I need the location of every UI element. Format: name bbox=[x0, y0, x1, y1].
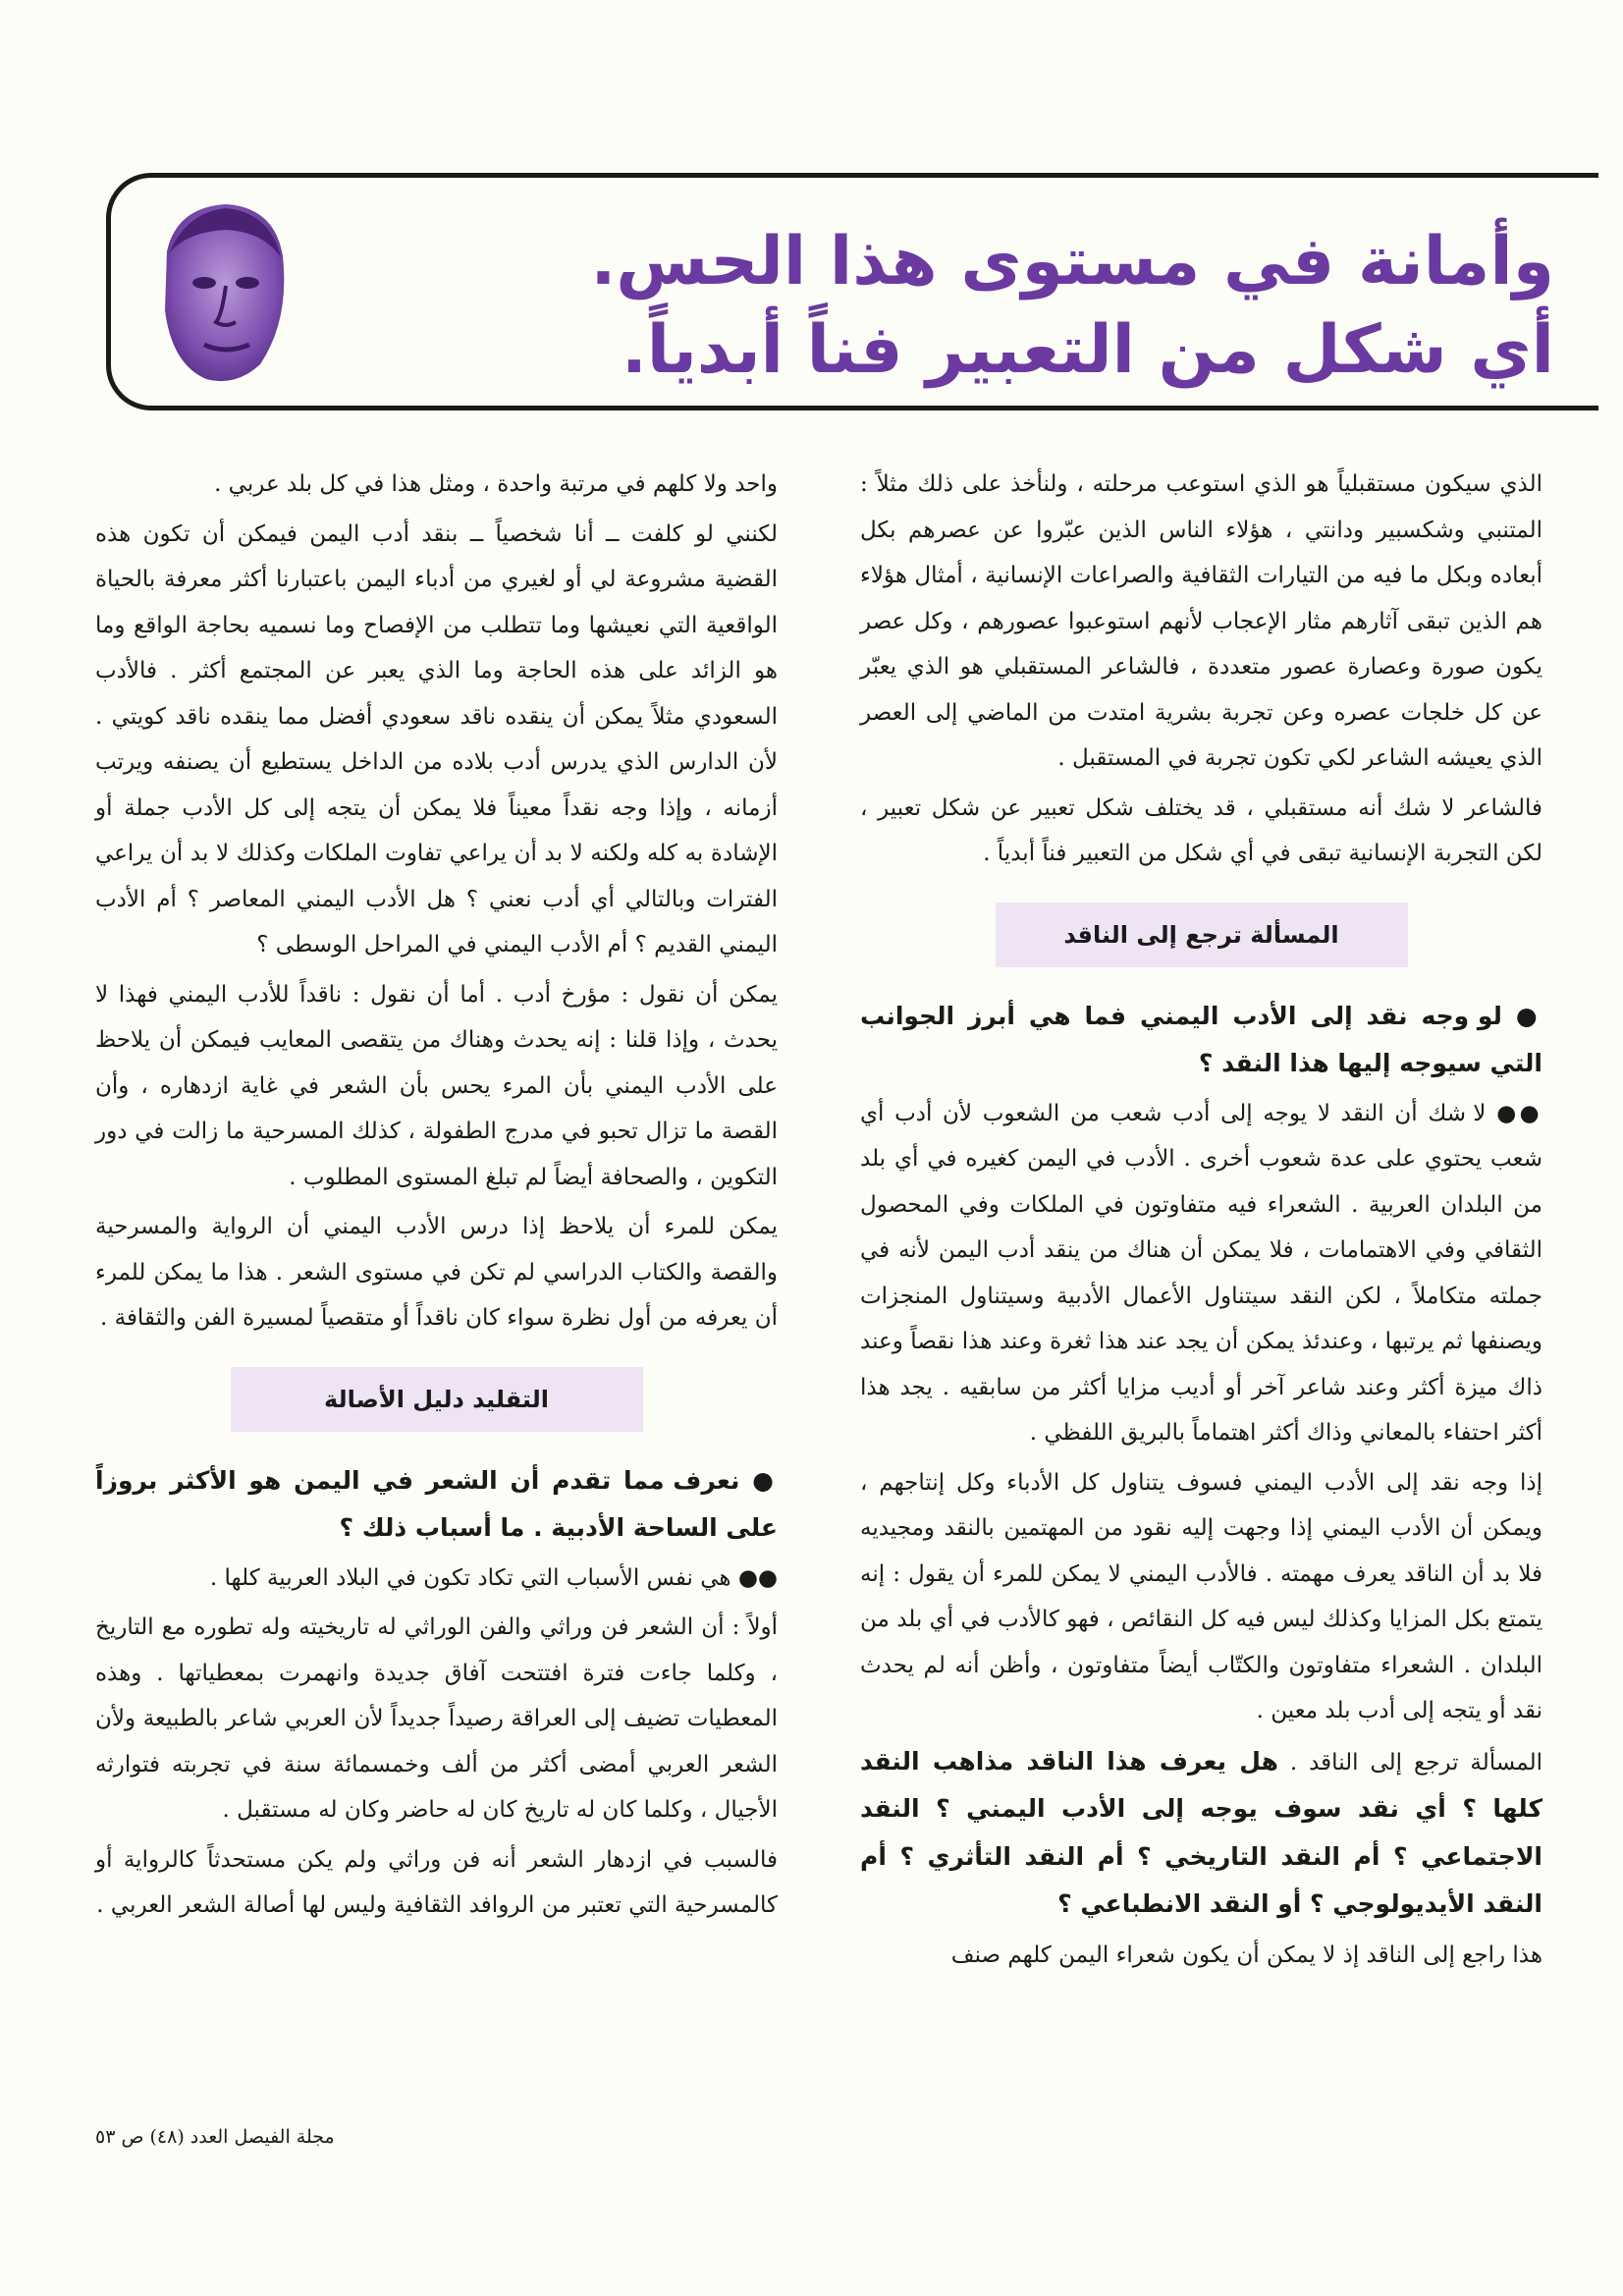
interview-question: هل يعرف هذا الناقد مذاهب النقد كلها ؟ أي نقد سوف يوجه إلى الأدب اليمني ؟ النقد الاجتماعي ؟ أم النقد التاريخي ؟ أم النقد التأثري ؟ أم النقد الأيديولوجي ؟ أو النقد الانطباعي ؟ bbox=[860, 1746, 1542, 1918]
paragraph: هذا راجع إلى الناقد إذ لا يمكن أن يكون شعراء اليمن كلهم صنف bbox=[950, 1941, 1542, 1968]
paragraph: الذي سيكون مستقبلياً هو الذي استوعب مرحلته ، ولنأخذ على ذلك مثلاً : المتنبي وشكسبير ودانتي ، هؤلاء الناس الذين عبّروا عن عصرهم بكل أبعاده وبكل ما فيه من التيارات الثقافية والصراعات الإنسانية ، أمثال هؤلاء هم الذين تبقى آثارهم مثار الإعجاب لأنهم استوعبوا عصورهم ، وكل عصر يكون صورة وعصارة عصور متعددة ، فالشاعر المستقبلي هو الذي يعبّر عن كل خلجات عصره وعن تجربة بشرية امتدت من الماضي إلى العصر الذي يعيشه الشاعر لكي تكون تجربة في المستقبل . bbox=[860, 471, 1542, 771]
section-heading: المسألة ترجع إلى الناقد bbox=[996, 902, 1408, 967]
headline-line-1: وأمانة في مستوى هذا الحس. bbox=[590, 223, 1554, 301]
paragraph: فالسبب في ازدهار الشعر أنه فن وراثي ولم يكن مستحدثاً كالرواية أو كالمسرحية التي تعتبر من الروافد الثقافية وليس لها أصالة الشعر العربي . bbox=[95, 1846, 778, 1918]
headline-line-2: أي شكل من التعبير فناً أبدياً. bbox=[621, 311, 1554, 389]
headline bbox=[347, 218, 1554, 395]
paragraph: واحد ولا كلهم في مرتبة واحدة ، ومثل هذا في كل بلد عربي . bbox=[214, 471, 778, 497]
left-column bbox=[95, 462, 778, 1933]
section-heading: التقليد دليل الأصالة bbox=[231, 1367, 643, 1432]
paragraph: فالشاعر لا شك أنه مستقبلي ، قد يختلف شكل تعبير عن شكل تعبير ، لكن التجربة الإنسانية تبقى في أي شكل من التعبير فناً أبدياً . bbox=[860, 794, 1542, 866]
question-text: لو وجه نقد إلى الأدب اليمني فما هي أبرز الجوانب التي سيوجه إليها هذا النقد ؟ bbox=[860, 1001, 1542, 1077]
paragraph-lead: المسألة ترجع إلى الناقد . bbox=[1289, 1749, 1542, 1776]
right-column bbox=[860, 462, 1542, 1982]
paragraph: يمكن أن نقول : مؤرخ أدب . أما أن نقول : ناقداً للأدب اليمني فهذا لا يحدث ، وإذا قلنا : إنه يحدث وهناك من يتقصى المعايب فيمكن أن يلاحظ على الأدب اليمني بأن المرء يحس بأن الشعر في غاية ازدهاره ، وأن القصة ما تزال تحبو في مدرج الطفولة ، كذلك المسرحية ما زالت في دور التكوين ، والصحافة أيضاً لم تبلغ المستوى المطلوب . bbox=[95, 981, 778, 1190]
paragraph: أولاً : أن الشعر فن وراثي والفن الوراثي له تاريخيته وله تطوره مع التاريخ ، وكلما جاءت فترة افتتحت آفاق جديدة وانهمرت بمعطياتها . وهذه المعطيات تضيف إلى العراقة رصيداً جديداً لأن العربي شاعر بالطبيعة ولأن الشعر العربي أمضى أكثر من ألف وخمسمائة سنة في تجربته فتوارثه الأجيال ، وكلما كان له تاريخ كان له حاضر وكان له مستقبل . bbox=[95, 1614, 778, 1823]
answer-text: لا شك أن النقد لا يوجه إلى أدب شعب من الشعوب لأن أدب أي شعب يحتوي على عدة شعوب أخرى . الأدب في اليمن كغيره في أي بلد من البلدان العربية . الشعراء فيه متفاوتون في الملكات وفي المحصول الثقافي وفي الاهتمامات ، فلا يمكن أن هناك من ينقد أدب اليمن لأنه في جملته متكاملاً ، لكن النقد سيتناول الأعمال الأدبية وسيتناول المنجزات ويصنفها ثم يرتبها ، وعندئذ يمكن أن يجد عند هذا ثغرة وعند هذا نقصاً وعند ذاك ميزة أكثر وعند شاعر آخر أو أديب مزايا أكثر من سابقيه . يجد هذا أكثر احتفاء بالمعاني وذاك أكثر اهتماماً بالبريق اللفظي . bbox=[860, 1100, 1542, 1446]
answer-text: هي نفس الأسباب التي تكاد تكون في البلاد العربية كلها . bbox=[209, 1564, 731, 1591]
page-footer: مجلة الفيصل العدد (٤٨) ص ٥٣ bbox=[95, 2126, 335, 2148]
answer-paragraph bbox=[860, 1091, 1542, 1456]
paragraph: إذا وجه نقد إلى الأدب اليمني فسوف يتناول كل الأدباء وكل إنتاجهم ، ويمكن أن الأدب اليمني إذا وجهت إليه نقود من المهتمين بالنقد ومجيديه فلا بد أن الناقد يعرف مهمته . فالأدب اليمني لا يمكن للمرء أن يقول : إنه يتمتع بكل المزايا وكذلك ليس فيه كل النقائص ، فهو كالأدب في أي بلد من البلدان . الشعراء متفاوتون والكتّاب أيضاً متفاوتون ، وأظن أنه لم يحدث نقد أو يتجه إلى أدب بلد معين . bbox=[860, 1469, 1542, 1723]
interview-question bbox=[860, 993, 1542, 1087]
answer-paragraph bbox=[95, 1556, 778, 1602]
interview-question bbox=[95, 1457, 778, 1552]
answer-bullet-icon: ●● bbox=[737, 1564, 778, 1591]
author-portrait bbox=[147, 192, 295, 389]
question-bullet-icon: ● bbox=[752, 1465, 778, 1495]
question-bullet-icon: ● bbox=[1515, 1001, 1542, 1030]
answer-bullet-icon: ●● bbox=[1496, 1100, 1542, 1126]
question-text: نعرف مما تقدم أن الشعر في اليمن هو الأكثر بروزاً على الساحة الأدبية . ما أسباب ذلك ؟ bbox=[95, 1465, 778, 1542]
paragraph bbox=[860, 1738, 1542, 1929]
paragraph: يمكن للمرء أن يلاحظ إذا درس الأدب اليمني أن الرواية والمسرحية والقصة والكتاب الدراسي لم تكن في مستوى الشعر . هذا ما يمكن للمرء أن يعرفه من أول نظرة سواء كان ناقداً أو متقصياً لمسيرة الفن والثقافة . bbox=[95, 1214, 778, 1331]
paragraph: لكنني لو كلفت ــ أنا شخصياً ــ بنقد أدب اليمن فيمكن أن تكون هذه القضية مشروعة لي أو لغيري من أدباء اليمن باعتبارنا أكثر معرفة بالحياة الواقعية التي نعيشها وما تتطلب من الإفصاح وما نسميه بحاجة الواقع وما هو الزائد على هذه الحاجة وما الذي يعبر عن المجتمع أكثر . فالأدب السعودي مثلاً يمكن أن ينقده ناقد سعودي أفضل مما ينقده ناقد كويتي . لأن الدارس الذي يدرس أدب بلاده من الداخل يستطيع أن يصنفه ويرتب أزمانه ، وإذا وجه نقداً معيناً فلا يمكن أن يتجه إلى كل الأدب جملة أو الإشادة به كله ولكنه لا بد أن يراعي تفاوت الملكات وكذلك لا بد أن يراعي الفترات وبالتالي أي أدب نعني ؟ هل الأدب اليمني المعاصر ؟ أم الأدب اليمني القديم ؟ أم الأدب اليمني في المراحل الوسطى ؟ bbox=[95, 520, 778, 957]
